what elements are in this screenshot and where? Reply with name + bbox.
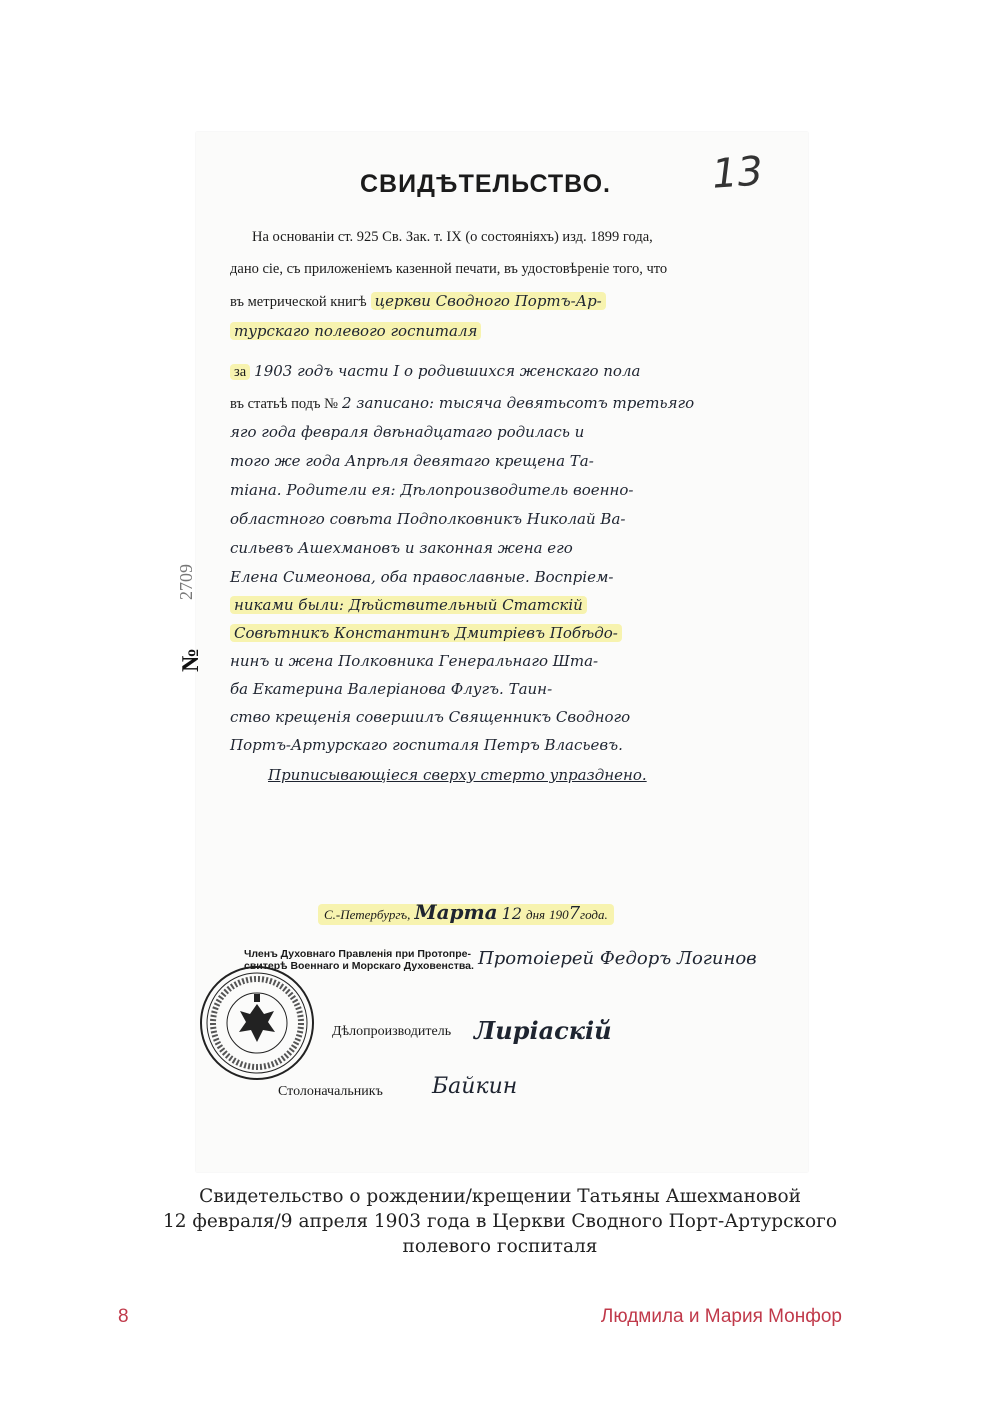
- body-line: сильевъ Ашехмановъ и законная жена его: [230, 539, 573, 557]
- body-line: Елена Симеонова, оба православные. Воспрiем-: [230, 568, 614, 586]
- body-line: областного совѣта Подполковникъ Николай Ва-: [230, 510, 626, 528]
- signatory-2-signature: Лиріаскій: [474, 1016, 612, 1045]
- body-line: ба Екатерина Валерiанова Флугъ. Таин-: [230, 680, 553, 698]
- body-line: того же года Апрѣля девятаго крещена Та-: [230, 452, 594, 470]
- caption-line: 12 февраля/9 апреля 1903 года в Церкви Сводного Порт-Артурского: [163, 1211, 837, 1232]
- signatory-1-signature: Протоiерей Федоръ Логинов: [478, 948, 757, 969]
- body-line: Приписывающiеся сверху стерто упразднено.: [268, 766, 647, 784]
- body-line: Портъ-Артурскаго госпиталя Петръ Власьевъ.: [230, 736, 623, 754]
- figure-caption: [0, 1184, 1000, 1259]
- body-line: Совѣтникъ Константинъ Дмитрiевъ Побѣдо-: [230, 624, 622, 643]
- page-number: 8: [118, 1306, 129, 1327]
- official-seal-icon: [198, 964, 316, 1082]
- body-line: ство крещенiя совершилъ Священникъ Сводного: [230, 708, 631, 726]
- document-title: СВИДѢТЕЛЬСТВО.: [360, 170, 611, 198]
- body-line: въ метрической книгѣ церкви Сводного Портъ-Ар-: [230, 292, 606, 311]
- body-line: никами были: Дѣйствительный Статскiй: [230, 596, 587, 615]
- register-number: 2709: [176, 564, 196, 600]
- handwritten-page-number: 13: [710, 148, 765, 198]
- body-line: На основанiи ст. 925 Св. Зак. т. IX (о состоянiяхъ) изд. 1899 года,: [252, 229, 653, 245]
- signatory-3-signature: Байкин: [432, 1074, 518, 1099]
- number-mark: №: [178, 647, 204, 672]
- body-line: за 1903 годъ части I о родившихся женскаго пола: [230, 362, 640, 381]
- running-head: Людмила и Мария Монфор: [600, 1306, 842, 1327]
- place-date-line: С.-Петербургъ, Марта 12 дня 1907года.: [318, 900, 614, 924]
- caption-line: Свидетельство о рождении/крещении Татьяны Ашехмановой: [199, 1186, 801, 1207]
- body-line: въ статьѣ подъ № 2 записано: тысяча девятьсотъ третьяго: [230, 394, 695, 412]
- signatory-1-title: Членъ Духовнаго Правленiя при Протопре- свитерѣ Военнаго и Морскаго Духовенства.: [244, 948, 474, 972]
- signatory-3-title: Столоначальникъ: [278, 1084, 383, 1099]
- body-line: турскаго полевого госпиталя: [230, 322, 481, 341]
- body-line: тiана. Родители ея: Дѣлопроизводитель военно-: [230, 481, 634, 499]
- body-line: дано сiе, съ приложенiемъ казенной печати, въ удостовѣренiе того, что: [230, 261, 668, 277]
- body-line: нинъ и жена Полковника Генеральнаго Шта-: [230, 652, 599, 670]
- body-line: яго года февраля двѣнадцатаго родилась и: [230, 423, 585, 441]
- caption-line: полевого госпиталя: [402, 1236, 598, 1257]
- signatory-2-title: Дѣлопроизводитель: [332, 1024, 452, 1039]
